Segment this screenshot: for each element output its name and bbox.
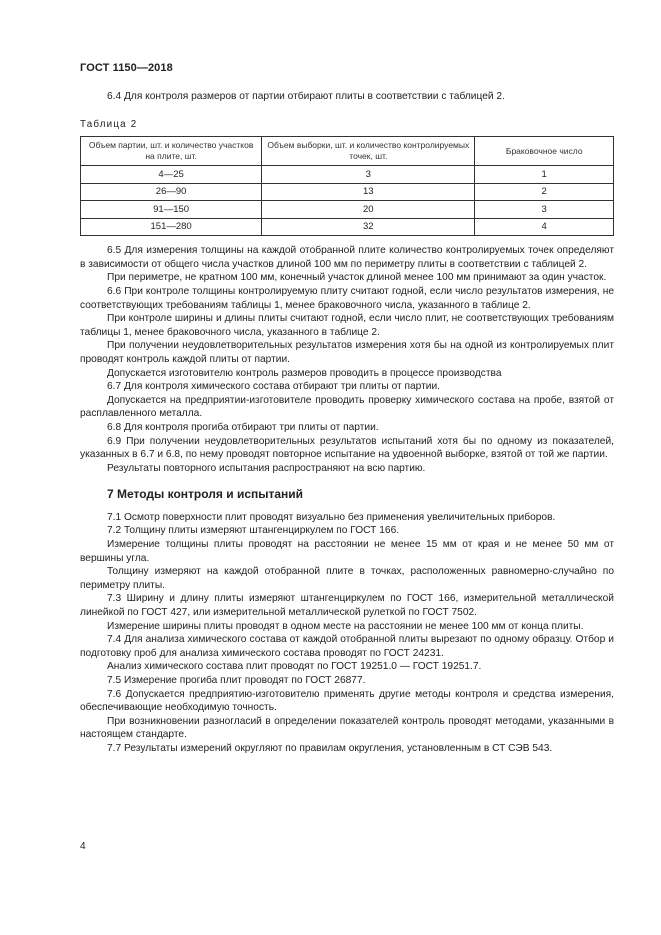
paragraph: 7.6 Допускается предприятию-изготовителю применять другие методы контроля и средства измерения, обеспечивающие необходимую точность. xyxy=(80,688,614,714)
table-cell: 2 xyxy=(475,183,614,201)
paragraph: Измерение ширины плиты проводят в одном месте на расстоянии не менее 100 мм от конца плиты. xyxy=(107,620,584,632)
paragraph: 6.6 При контроле толщины контролируемую плиту считают годной, если число результатов измерения, не соответствующих требованиям таблицы 1, менее браковочного числа, указанного в таблице 2. xyxy=(80,285,614,311)
paragraph: 6.9 При получении неудовлетворительных результатов испытаний хотя бы по одному из показателей, указанных в 6.7 и 6.8, по нему проводят повторное испытание на удвоенной выборке, взятой от той же партии. xyxy=(80,435,614,461)
paragraph: 6.5 Для измерения толщины на каждой отобранной плите количество контролируемых точек определяют в зависимости от общего числа участков длиной 100 мм по периметру плиты в соответствии с таблицей 2. xyxy=(80,245,614,270)
table-cell: 20 xyxy=(262,201,475,219)
paragraph: Результаты повторного испытания распространяют на всю партию. xyxy=(107,462,426,474)
paragraph: 7.7 Результаты измерений округляют по правилам округления, установленным в СТ СЭВ 543. xyxy=(107,742,553,754)
paragraph: Анализ химического состава плит проводят по ГОСТ 19251.0 — ГОСТ 19251.7. xyxy=(107,661,482,673)
paragraph: 7.2 Толщину плиты измеряют штангенциркулем по ГОСТ 166. xyxy=(107,525,400,537)
paragraph: При контроле ширины и длины плиты считают годной, если число плит, не соответствующих требованиям таблицы 1, менее браковочного числа, указанного в таблице 2. xyxy=(80,313,614,338)
paragraph: При получении неудовлетворительных результатов измерения хотя бы на одной из контролируемых плит проводят контроль каждой плиты от партии. xyxy=(80,340,614,365)
table-row xyxy=(81,201,614,219)
column-header: Объем партии, шт. и количество участков на плите, шт. xyxy=(81,137,262,166)
table-cell: 1 xyxy=(475,166,614,184)
paragraph: Толщину измеряют на каждой отобранной плите в точках, расположенных равномерно-случайно по периметру плиты. xyxy=(80,566,614,591)
page-content xyxy=(80,90,614,756)
table-cell: 13 xyxy=(262,183,475,201)
paragraph: 6.4 Для контроля размеров от партии отбирают плиты в соответствии с таблицей 2. xyxy=(107,91,505,102)
table-cell: 3 xyxy=(262,166,475,184)
paragraph: Измерение толщины плиты проводят на расстоянии не менее 15 мм от края и не менее 50 мм от вершины угла. xyxy=(80,539,614,564)
paragraph: 6.8 Для контроля прогиба отбирают три плиты от партии. xyxy=(107,421,379,433)
table-header-row xyxy=(81,137,614,166)
page-number: 4 xyxy=(80,841,86,852)
paragraph: Допускается на предприятии-изготовителе проводить проверку химического состава на пробе, взятой от расплавленного металла. xyxy=(80,394,614,420)
table-cell: 32 xyxy=(262,218,475,236)
paragraph: При возникновении разногласий в определении показателей контроль проводят методами, указанными в настоящем стандарте. xyxy=(80,715,614,741)
paragraph: 7.3 Ширину и длину плиты измеряют штангенциркулем по ГОСТ 166, измерительной металлической линейкой по ГОСТ 427, или измерительной металлической рулеткой по ГОСТ 7502. xyxy=(80,593,614,619)
table-row xyxy=(81,166,614,184)
sampling-table xyxy=(80,136,614,236)
column-header: Объем выборки, шт. и количество контролируемых точек, шт. xyxy=(262,137,475,166)
paragraph: 7.1 Осмотр поверхности плит проводят визуально без применения увеличительных приборов. xyxy=(107,511,556,523)
table-caption: Таблица 2 xyxy=(80,118,138,130)
table-cell: 4—25 xyxy=(81,166,262,184)
paragraph: Допускается изготовителю контроль размеров проводить в процессе производства xyxy=(107,367,502,379)
paragraph: 6.7 Для контроля химического состава отбирают три плиты от партии. xyxy=(107,381,441,393)
table-cell: 3 xyxy=(475,201,614,219)
column-header: Браковочное число xyxy=(475,137,614,166)
table-cell: 91—150 xyxy=(81,201,262,219)
paragraph: 7.5 Измерение прогиба плит проводят по ГОСТ 26877. xyxy=(107,675,366,686)
page-header: ГОСТ 1150—2018 xyxy=(80,62,173,74)
table-row xyxy=(81,218,614,236)
table-row xyxy=(81,183,614,201)
table-cell: 4 xyxy=(475,218,614,236)
table-cell: 26—90 xyxy=(81,183,262,201)
paragraph: 7.4 Для анализа химического состава от каждой отобранной плиты вырезают по одному образцу. Отбор и подготовку проб для анализа химического состава проводят по ГОСТ 24231. xyxy=(80,634,614,659)
table-cell: 151—280 xyxy=(81,218,262,236)
section-heading: 7 Методы контроля и испытаний xyxy=(107,487,304,502)
paragraph: При периметре, не кратном 100 мм, конечный участок длиной менее 100 мм принимают за один участок. xyxy=(107,272,607,284)
